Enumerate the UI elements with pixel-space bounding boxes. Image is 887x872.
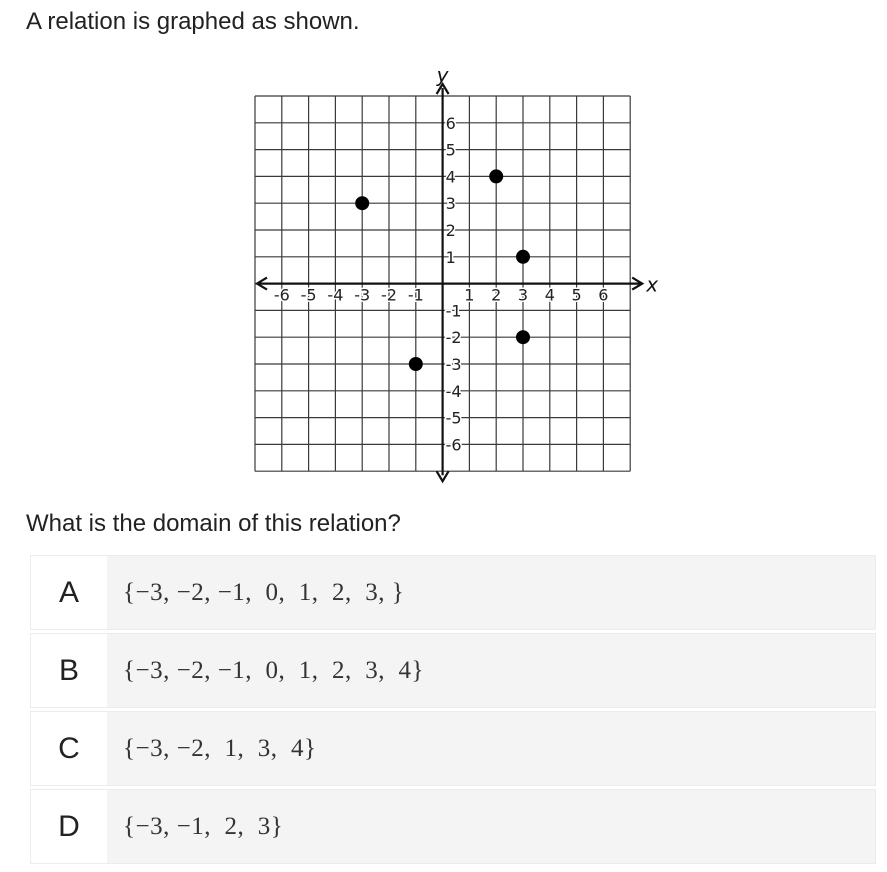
x-tick-label: -6 <box>273 285 290 305</box>
x-tick-label: -4 <box>327 285 344 305</box>
prompt-text: A relation is graphed as shown. <box>26 8 360 35</box>
y-tick-label: 2 <box>445 221 456 240</box>
choice-c[interactable] <box>30 711 876 786</box>
data-point <box>355 196 369 210</box>
y-tick-label: -6 <box>445 435 462 455</box>
choice-text: {−3, −2, −1, 0, 1, 2, 3, } <box>123 578 405 606</box>
x-tick-label: 5 <box>571 285 582 305</box>
y-tick-label: 5 <box>445 140 456 160</box>
y-tick-label: -4 <box>445 381 462 401</box>
data-point <box>516 250 530 264</box>
graph-svg <box>246 62 659 492</box>
x-tick-label: 6 <box>598 285 609 305</box>
choice-text: {−3, −2, −1, 0, 1, 2, 3, 4} <box>123 656 425 684</box>
choice-letter: A <box>31 556 107 629</box>
x-tick-label: -3 <box>354 285 371 305</box>
x-tick-label: 3 <box>517 285 529 305</box>
y-axis-label: y <box>436 63 449 87</box>
x-tick-label: -1 <box>407 285 424 305</box>
choice-letter: C <box>31 712 107 785</box>
coordinate-graph <box>246 62 659 492</box>
answer-choices <box>30 555 876 867</box>
choice-a[interactable] <box>30 555 876 630</box>
y-tick-label: 4 <box>445 167 456 187</box>
data-point <box>516 330 530 344</box>
choice-d[interactable] <box>30 789 876 864</box>
data-point <box>489 169 503 183</box>
data-point <box>409 357 423 371</box>
question-text: What is the domain of this relation? <box>26 510 401 537</box>
y-tick-label: 3 <box>445 194 456 214</box>
x-tick-label: 4 <box>544 285 555 305</box>
y-tick-label: -2 <box>445 328 462 348</box>
y-tick-label: -5 <box>445 408 462 428</box>
choice-letter: D <box>31 790 107 863</box>
choice-text: {−3, −2, 1, 3, 4} <box>123 734 317 762</box>
choice-text: {−3, −1, 2, 3} <box>123 812 284 840</box>
x-tick-label: -5 <box>300 285 317 305</box>
x-tick-label: -2 <box>381 285 397 305</box>
x-axis-label: x <box>646 272 659 297</box>
y-tick-label: 1 <box>445 247 456 267</box>
choice-b[interactable] <box>30 633 876 708</box>
x-tick-label: 1 <box>464 285 475 305</box>
x-tick-label: 2 <box>491 285 502 305</box>
y-tick-label: 6 <box>445 113 456 133</box>
choice-letter: B <box>31 634 107 707</box>
y-tick-label: -3 <box>445 355 462 374</box>
y-tick-label: -1 <box>445 301 462 321</box>
